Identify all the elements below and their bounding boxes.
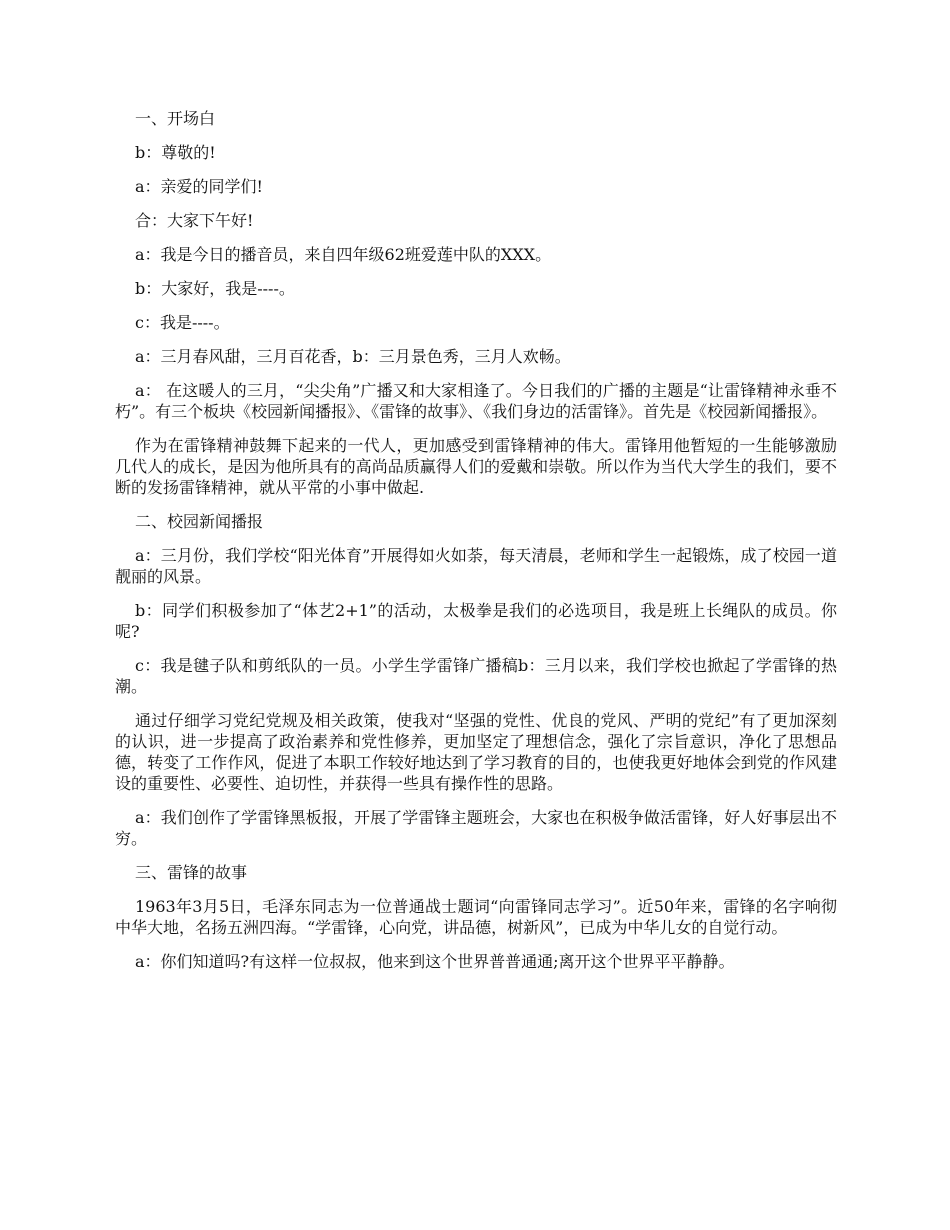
- paragraph: a：我们创作了学雷锋黑板报，开展了学雷锋主题班会，大家也在积极争做活雷锋，好人好事层出不穷。: [115, 808, 837, 848]
- section-heading-campus-news: 二、校园新闻播报: [135, 512, 264, 531]
- paragraph: b：尊敬的!: [135, 143, 216, 162]
- paragraph: c：我是毽子队和剪纸队的一员。小学生学雷锋广播稿b：三月以来，我们学校也掀起了学雷锋的热潮。: [115, 656, 837, 696]
- section-heading-lei-feng-story: 三、雷锋的故事: [135, 863, 248, 882]
- paragraph: 1963年3月5日，毛泽东同志为一位普通战士题词“向雷锋同志学习”。近50年来，雷锋的名字响彻中华大地，名扬五洲四海。“学雷锋，心向党，讲品德，树新风”，已成为中华儿女的自觉行动。: [115, 897, 837, 937]
- section-heading-opening: 一、开场白: [135, 109, 216, 128]
- paragraph: a：你们知道吗?有这样一位叔叔，他来到这个世界普普通通;离开这个世界平平静静。: [135, 952, 735, 971]
- paragraph: a：亲爱的同学们!: [135, 177, 263, 196]
- paragraph: c：我是----。: [135, 313, 230, 332]
- paragraph: a： 在这暖人的三月，“尖尖角”广播又和大家相逢了。今日我们的广播的主题是“让雷锋精神永垂不朽”。有三个板块《校园新闻播报》、《雷锋的故事》、《我们身边的活雷锋》。首先是《校园新闻播报》。: [115, 381, 837, 421]
- document-body: [115, 108, 837, 985]
- paragraph: b：大家好，我是----。: [135, 279, 295, 298]
- paragraph: a：我是今日的播音员，来自四年级62班爱莲中队的XXX。: [135, 245, 552, 264]
- paragraph: 通过仔细学习党纪党规及相关政策，使我对“坚强的党性、优良的党风、严明的党纪”有了更加深刻的认识，进一步提高了政治素养和党性修养，更加坚定了理想信念，强化了宗旨意识，净化了思想品德，转变了工作作风，促进了本职工作较好地达到了学习教育的目的，也使我更好地体会到党的作风建设的重要性、必要性、迫切性，并获得一些具有操作性的思路。: [115, 711, 837, 793]
- paragraph: 合：大家下午好!: [135, 211, 254, 230]
- paragraph: a：三月份，我们学校“阳光体育”开展得如火如荼，每天清晨，老师和学生一起锻炼，成了校园一道靓丽的风景。: [115, 546, 837, 586]
- paragraph: a：三月春风甜，三月百花香，b：三月景色秀，三月人欢畅。: [135, 347, 571, 366]
- paragraph: b：同学们积极参加了“体艺2+1”的活动，太极拳是我们的必选项目，我是班上长绳队的成员。你呢?: [115, 601, 837, 641]
- paragraph: 作为在雷锋精神鼓舞下起来的一代人，更加感受到雷锋精神的伟大。雷锋用他暂短的一生能够激励几代人的成长，是因为他所具有的高尚品质赢得人们的爱戴和崇敬。所以作为当代大学生的我们，要不断的发扬雷锋精神，就从平常的小事中做起.: [115, 436, 837, 497]
